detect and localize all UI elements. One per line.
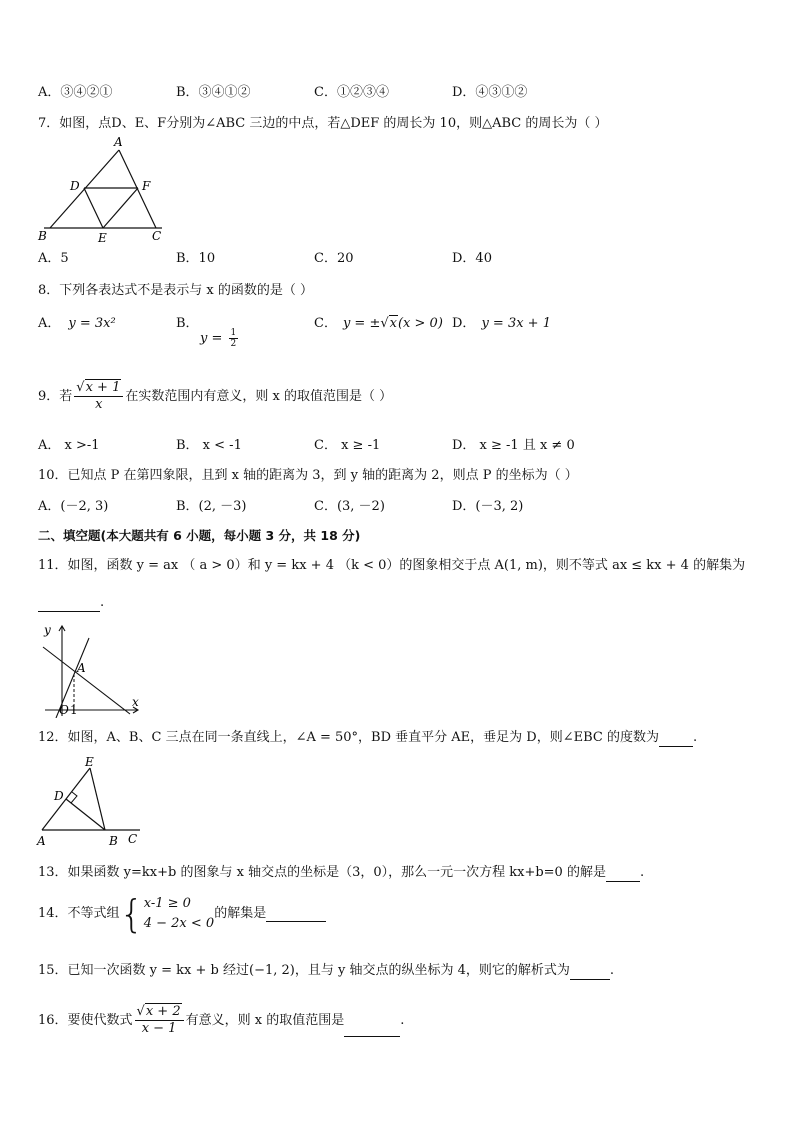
q9-option-a: A． x >-1 bbox=[38, 438, 100, 453]
q6-option-a: A．③④②① bbox=[38, 85, 113, 100]
q7-label-e: E bbox=[98, 231, 107, 244]
q11-label-a: A bbox=[77, 661, 86, 675]
q11-label-one: 1 bbox=[70, 703, 78, 717]
q10-option-a: A．(－2, 3) bbox=[38, 499, 109, 514]
q7-label-d: D bbox=[70, 179, 80, 193]
q15-answer-blank[interactable] bbox=[570, 965, 610, 980]
q8-option-d: D． y = 3x + 1 bbox=[452, 316, 551, 331]
q7-label-c: C bbox=[152, 229, 162, 243]
q12-label-c: C bbox=[128, 832, 138, 846]
q6-option-b: B．③④①② bbox=[176, 85, 251, 100]
q12-label-e: E bbox=[85, 755, 94, 769]
q14-inequality-2: 4 − 2x < 0 bbox=[143, 916, 215, 931]
q6-option-c: C．①②③④ bbox=[314, 85, 389, 100]
q10-stem: 10．已知点 P 在第四象限，且到 x 轴的距离为 3，到 y 轴的距离为 2，则点 P 的坐标为（ ） bbox=[38, 468, 578, 483]
q11-label-o: O bbox=[59, 703, 69, 717]
q8-option-c: C． y = ±√x(x > 0) bbox=[314, 316, 443, 331]
q7-option-d: D．40 bbox=[452, 251, 492, 266]
q11-answer-line: . bbox=[38, 594, 104, 612]
q9-option-c: C． x ≥ -1 bbox=[314, 438, 381, 453]
q8-option-b-label: B． bbox=[176, 316, 199, 331]
q8-a-expression: y = 3x² bbox=[68, 316, 116, 331]
q12-label-b: B bbox=[109, 834, 118, 848]
q11-label-x: x bbox=[132, 695, 139, 709]
q12-stem: 12．如图，A、B、C 三点在同一条直线上，∠A = 50°，BD 垂直平分 AE，垂足为 D，则∠EBC 的度数为 . bbox=[38, 730, 698, 745]
q7-option-c: C．20 bbox=[314, 251, 354, 266]
q7-label-a: A bbox=[114, 136, 123, 149]
q12-figure bbox=[36, 754, 146, 850]
q14-inequality-1: x-1 ≥ 0 bbox=[143, 896, 191, 911]
q6-option-d: D．④③①② bbox=[452, 85, 528, 100]
q7-stem: 7．如图，点D、E、F分别为∠ABC 三边的中点，若△DEF 的周长为 10，则△ABC 的周长为（ ） bbox=[38, 116, 608, 131]
q13-stem: 13．如果函数 y=kx+b 的图象与 x 轴交点的坐标是（3，0），那么一元一次方程 kx+b=0 的解是 . bbox=[38, 865, 645, 880]
q16-answer-blank[interactable] bbox=[344, 1022, 400, 1037]
q12-label-d: D bbox=[54, 789, 64, 803]
q7-option-a: A．5 bbox=[38, 251, 69, 266]
q8-stem: 8．下列各表达式不是表示与 x 的函数的是（ ） bbox=[38, 283, 313, 298]
q11-answer-blank[interactable] bbox=[38, 597, 100, 612]
q9-option-d: D． x ≥ -1 且 x ≠ 0 bbox=[452, 438, 575, 453]
q9-stem: 9．若 $\frac{√x + 1}{x}$ 在实数范围内有意义，则 x 的取值范围是（ ） bbox=[38, 380, 393, 412]
q8-option-a: A． y = 3x² bbox=[38, 316, 116, 331]
q7-option-b: B．10 bbox=[176, 251, 216, 266]
q11-stem: 11．如图，函数 y = ax （ a > 0）和 y = kx + 4 （k < 0）的图象相交于点 A(1, m)，则不等式 ax ≤ kx + 4 的解集为 bbox=[38, 558, 746, 573]
q11-function-graph bbox=[40, 622, 145, 718]
q10-option-b: B．(2, －3) bbox=[176, 499, 247, 514]
q14-answer-blank[interactable] bbox=[266, 907, 326, 922]
q9-option-b: B． x < -1 bbox=[176, 438, 242, 453]
q7-label-b: B bbox=[38, 229, 47, 243]
q12-answer-blank[interactable] bbox=[659, 732, 693, 747]
q12-label-a: A bbox=[37, 834, 46, 848]
q13-answer-blank[interactable] bbox=[606, 867, 640, 882]
q16-stem: 16．要使代数式 $\frac{√x + 2}{x - 1}$ 有意义，则 x 的取值范围是 . bbox=[38, 1004, 405, 1036]
q15-stem: 15．已知一次函数 y = kx + b 经过(−1, 2)，且与 y 轴交点的纵坐标为 4，则它的解析式为 . bbox=[38, 963, 614, 978]
q7-triangle-figure bbox=[36, 136, 171, 244]
q8-option-b-expression: y = $\frac{1}{2}$ bbox=[200, 328, 237, 349]
q10-option-c: C．(3, －2) bbox=[314, 499, 385, 514]
section-fill-in-title: 二、填空题(本大题共有 6 小题，每小题 3 分，共 18 分) bbox=[38, 528, 361, 543]
q11-label-y: y bbox=[44, 623, 51, 637]
q10-option-d: D．(－3, 2) bbox=[452, 499, 524, 514]
q14-stem: 14．不等式组{ x-1 ≥ 0 4 − 2x < 0 的解集是 bbox=[38, 894, 326, 934]
q7-label-f: F bbox=[142, 179, 151, 193]
